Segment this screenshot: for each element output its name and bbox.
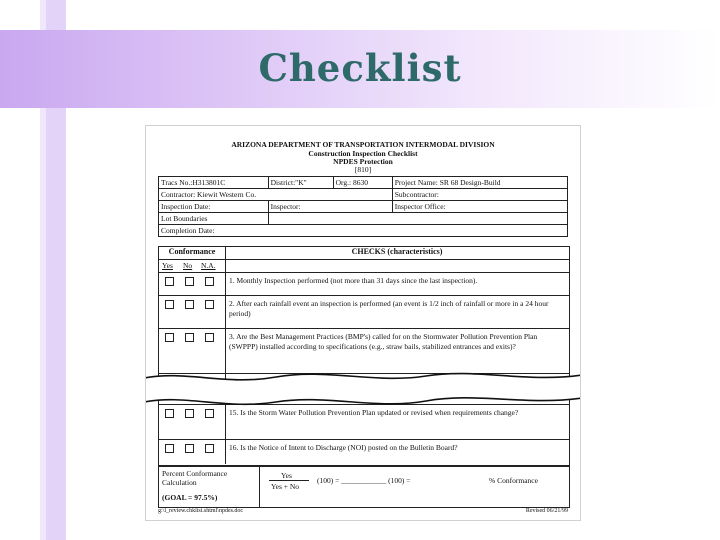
na-checkbox [205,277,214,286]
footer-path: g:\l_review.chklist.shtml\npdes.doc [158,508,244,514]
percent-conformance-box [158,466,570,508]
project-info-table [158,176,568,237]
footer-revised: Revised 06/21/99 [525,508,568,514]
district-field: District:"K" [268,177,333,189]
lot-boundaries-field: Lot Boundaries [159,213,269,225]
check-item-text: 16. Is the Notice of Intent to Discharge (NOI) posted on the Bulletin Board? [229,443,458,452]
check-item-row [159,328,569,373]
check-item-row [159,272,569,295]
na-checkbox [205,409,214,418]
section-code: [810] [354,165,372,174]
no-checkbox [185,277,194,286]
slide-title: Checklist [258,46,462,90]
yes-checkbox [165,300,174,309]
fraction-denominator: Yes + No [271,482,300,491]
percent-goal: (GOAL = 97.5%) [162,493,218,502]
inspector-office-field: Inspector Office: [392,201,567,213]
conformance-boxes [159,405,226,439]
checks-header-row [159,247,569,259]
percent-divider [259,467,260,507]
conformance-boxes [159,440,226,464]
no-label: No [183,261,193,270]
no-checkbox [185,333,194,342]
no-checkbox [185,444,194,453]
check-item-text: 3. Are the Best Management Practices (BMP's) called for on the Stormwater Pollution Prevention Plan (SWPPP) installed according to specifications (e.g., straw bails, stabilized entrances and exits)? [229,332,538,351]
yes-no-na-row [159,259,569,272]
tracs-no-field: Tracs No.:H313801C [159,177,269,189]
checks-header: CHECKS (characteristics) [351,247,443,256]
fraction-bar [269,480,309,481]
na-label: N.A. [201,261,216,270]
yes-no-na-labels [159,260,226,272]
contractor-field: Contractor: Kiewit Western Co. [159,189,393,201]
agency-header: ARIZONA DEPARTMENT OF TRANSPORTATION INTERMODAL DIVISION [231,140,495,149]
check-item-row [159,295,569,328]
no-checkbox [185,409,194,418]
na-checkbox [205,333,214,342]
na-checkbox [205,300,214,309]
check-item-row [159,439,569,464]
yes-checkbox [165,444,174,453]
completion-date-field: Completion Date: [159,225,568,237]
lot-boundaries-value [268,213,567,225]
no-checkbox [185,300,194,309]
percent-calculation: (100) = ____________ (100) = [317,476,411,485]
fraction-numerator: Yes [281,471,292,480]
conformance-boxes [159,273,226,295]
conformance-boxes [159,329,226,373]
org-field: Org.: 8630 [333,177,392,189]
project-name-field: Project Name: SR 68 Design-Build [392,177,567,189]
check-item-text: 15. Is the Storm Water Pollution Prevention Plan updated or revised when requirements change? [229,408,519,417]
checks-table [158,246,570,466]
subcontractor-field: Subcontractor: [392,189,567,201]
document-subtitle: NPDES Protection [333,157,393,166]
document-title: Construction Inspection Checklist [308,149,418,158]
check-item-text: 2. After each rainfall event an inspection is performed (an event is 1/2 inch of rainfall or more in a 24 hour period) [229,299,549,318]
percent-label: Percent Conformance Calculation [162,469,228,487]
torn-paper-break [146,368,580,410]
yes-checkbox [165,333,174,342]
na-checkbox [205,444,214,453]
checklist-document-image [146,126,580,520]
inspector-field: Inspector: [268,201,392,213]
yes-checkbox [165,277,174,286]
percent-result-label: % Conformance [489,476,538,485]
check-item-text: 1. Monthly Inspection performed (not more than 31 days since the last inspection). [229,276,478,285]
yes-checkbox [165,409,174,418]
inspection-date-field: Inspection Date: [159,201,269,213]
conformance-boxes [159,296,226,328]
conformance-header: Conformance [159,247,226,259]
yes-label: Yes [162,261,173,270]
